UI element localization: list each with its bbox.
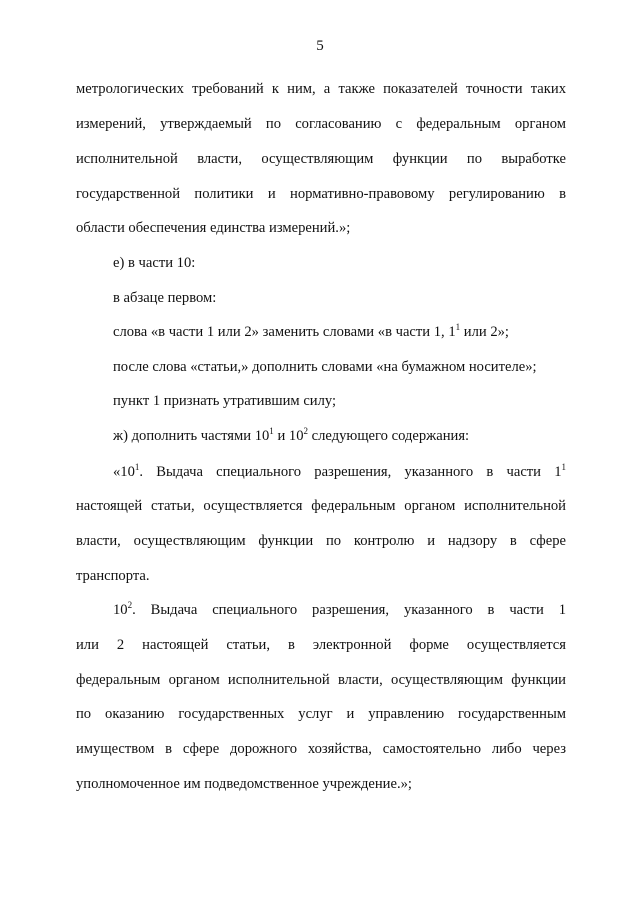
text-line: после слова «статьи,» дополнить словами «на бумажном носителе»;	[113, 359, 537, 375]
text-run: . Выдача специального разрешения, указанного в части 1	[132, 602, 566, 618]
text-line: исполнительной власти, осуществляющим функции по выработке	[76, 151, 566, 167]
text-line: по оказанию государственных услуг и управлению государственным	[76, 706, 566, 722]
superscript: 1	[134, 462, 140, 472]
text-line: имуществом в сфере дорожного хозяйства, самостоятельно либо через	[76, 741, 566, 757]
text-run: слова «в части 1 или 2» заменить словами «в части 1, 1	[113, 324, 456, 340]
text-line	[113, 463, 566, 481]
text-line: настоящей статьи, осуществляется федеральным органом исполнительной	[76, 498, 566, 514]
text-line: метрологических требований к ним, а также показателей точности таких	[76, 81, 566, 97]
text-line	[113, 427, 469, 445]
text-line: транспорта.	[76, 568, 150, 584]
text-line: уполномоченное им подведомственное учреждение.»;	[76, 776, 412, 792]
superscript: 1	[561, 462, 566, 472]
text-run: «10	[113, 464, 135, 480]
text-line: измерений, утверждаемый по согласованию с федеральным органом	[76, 116, 566, 132]
text-run: . Выдача специального разрешения, указанного в части 1	[139, 464, 562, 480]
text-run: ж) дополнить частями 10	[113, 428, 270, 444]
superscript: 1	[455, 322, 461, 332]
text-line: пункт 1 признать утратившим силу;	[113, 393, 337, 409]
text-line	[113, 323, 509, 341]
superscript: 1	[269, 426, 274, 436]
text-line: области обеспечения единства измерений.»;	[76, 220, 351, 236]
text-line: федеральным органом исполнительной власти, осуществляющим функции	[76, 672, 566, 688]
superscript: 2	[127, 600, 133, 610]
text-run: следующего содержания:	[308, 428, 470, 444]
text-line: власти, осуществляющим функции по контролю и надзору в сфере	[76, 533, 566, 549]
text-line: или 2 настоящей статьи, в электронной форме осуществляется	[76, 637, 566, 653]
text-line: в абзаце первом:	[113, 290, 217, 306]
text-run: 10	[113, 602, 128, 618]
text-run: и 10	[273, 428, 304, 444]
superscript: 2	[303, 426, 308, 436]
text-line: е) в части 10:	[113, 255, 196, 271]
text-line	[113, 601, 566, 619]
text-run: или 2»;	[460, 324, 509, 340]
page-number: 5	[316, 38, 324, 54]
text-line: государственной политики и нормативно-правовому регулированию в	[76, 186, 566, 202]
